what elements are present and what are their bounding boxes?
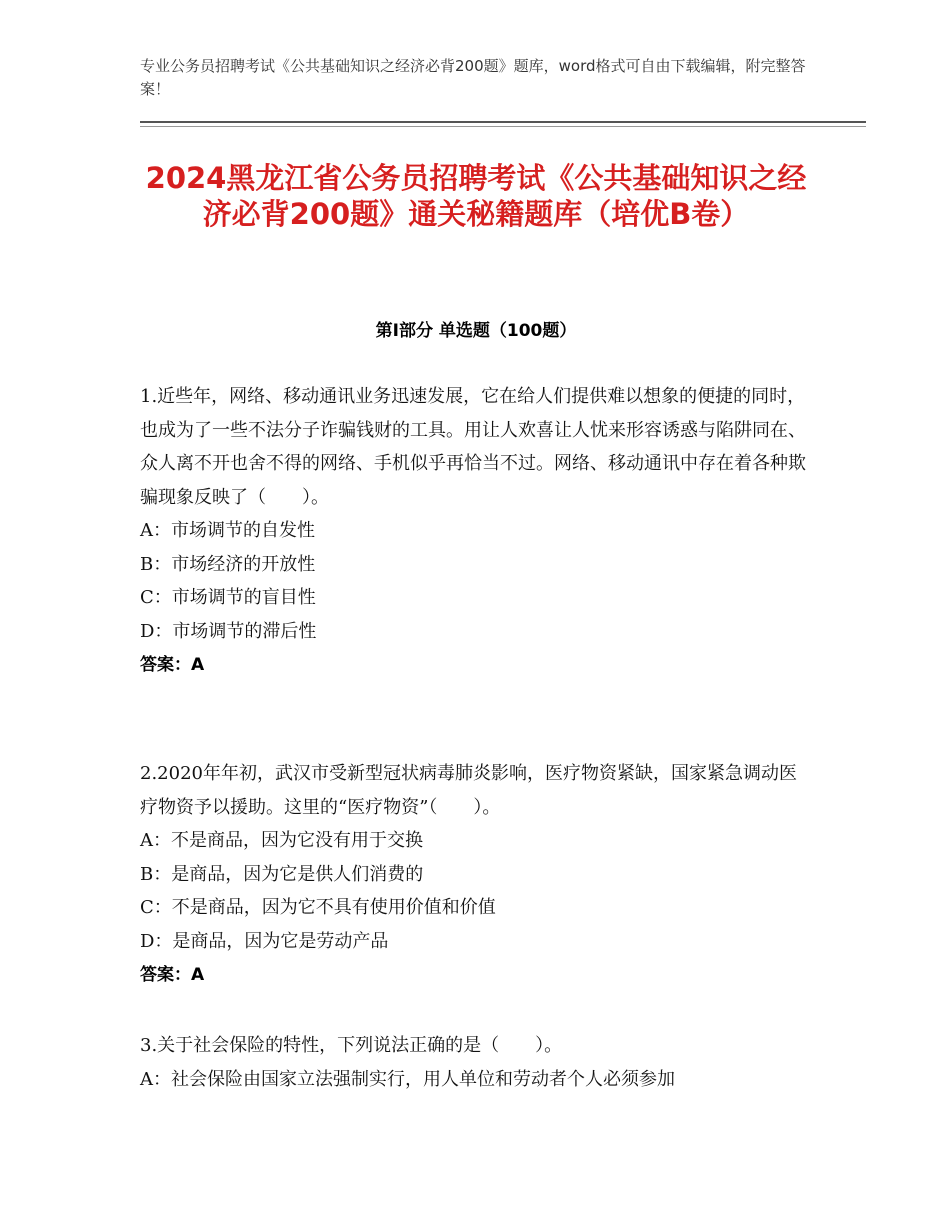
option-c: C：市场调节的盲目性 [140,587,316,608]
header-note: 专业公务员招聘考试《公共基础知识之经济必背200题》题库，word格式可自由下载编辑，附完整答案！ [140,57,806,98]
option-a: A：不是商品，因为它没有用于交换 [140,830,423,851]
document-title: 2024黑龙江省公务员招聘考试《公共基础知识之经济必背200题》通关秘籍题库（培优B卷） [145,161,807,231]
option-c: C：不是商品，因为它不具有使用价值和价值 [140,897,496,918]
section-heading: 第Ⅰ部分 单选题（100题） [375,321,577,341]
option-d: D：市场调节的滞后性 [140,620,317,642]
question-2 [140,757,812,992]
option-a: A：社会保险由国家立法强制实行，用人单位和劳动者个人必须参加 [140,1068,675,1090]
option-b: B：是商品，因为它是供人们消费的 [140,863,424,885]
question-3 [140,1029,812,1096]
question-stem: 3.关于社会保险的特性，下列说法正确的是（ ）。 [140,1035,563,1056]
header-rule-thin [140,126,866,127]
answer-line: 答案：A [140,655,205,675]
option-d: D：是商品，因为它是劳动产品 [140,930,389,952]
question-1 [140,380,812,682]
option-a: A：市场调节的自发性 [140,520,315,541]
question-stem: 2.2020年年初，武汉市受新型冠状病毒肺炎影响，医疗物资紧缺，国家紧急调动医疗物资予以援助。这里的“医疗物资”（ ）。 [140,763,797,818]
option-b: B：市场经济的开放性 [140,553,316,575]
question-stem: 1.近些年，网络、移动通讯业务迅速发展，它在给人们提供难以想象的便捷的同时，也成为了一些不法分子诈骗钱财的工具。用让人欢喜让人忧来形容诱惑与陷阱同在、众人离不开也舍不得的网络、手机似乎再恰当不过。网络、移动通讯中存在着各种欺骗现象反映了（ ）。 [140,386,806,508]
answer-line: 答案：A [140,965,205,985]
header-rule-thick [140,121,866,123]
